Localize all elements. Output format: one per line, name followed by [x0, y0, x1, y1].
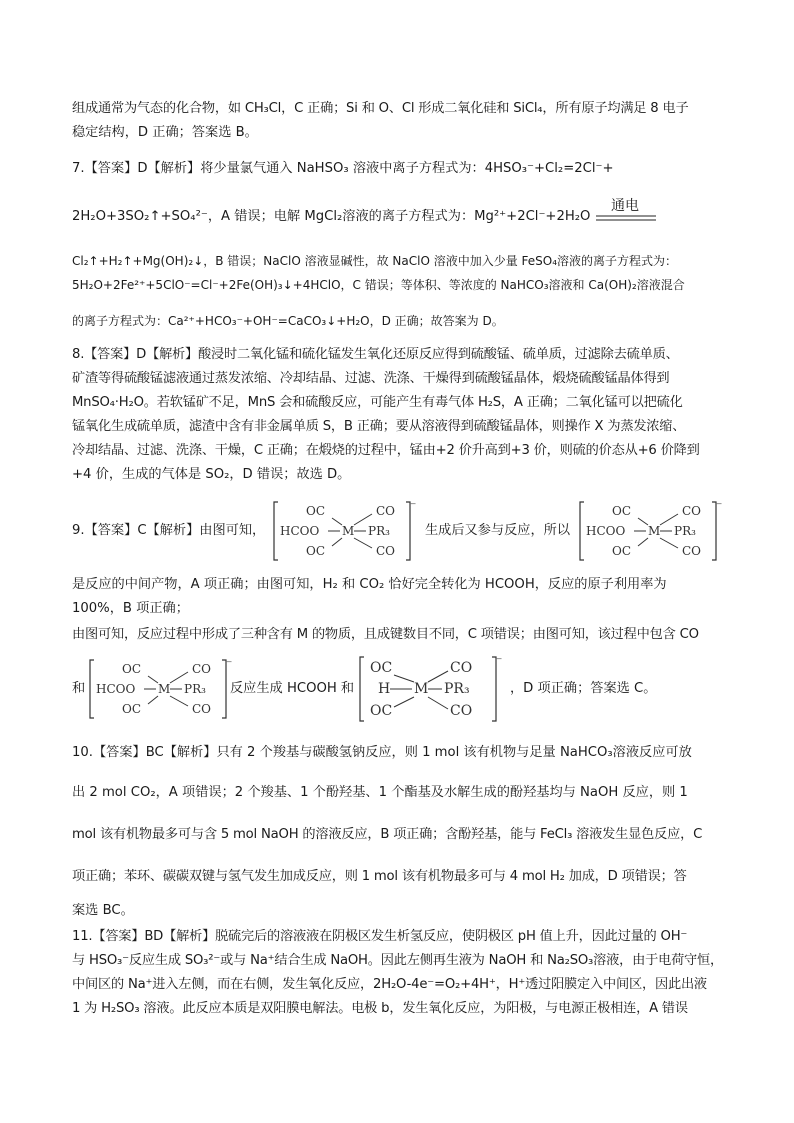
- svg-text:PR₃: PR₃: [184, 682, 206, 696]
- svg-text:OC: OC: [306, 504, 326, 518]
- text-segment: 生成后又参与反应，所以: [425, 523, 571, 538]
- svg-text:M: M: [158, 682, 171, 696]
- text-segment: ，D 项正确；答案选 C。: [510, 681, 657, 696]
- text-line: 稳定结构，D 正确；答案选 B。: [72, 125, 258, 140]
- double-line-arrow-icon: [596, 214, 656, 222]
- svg-text:⁻: ⁻: [226, 658, 233, 671]
- svg-text:OC: OC: [612, 544, 632, 558]
- text-line: MnSO₄·H₂O。若软锰矿不足，MnS 会和硫酸反应，可能产生有毒气体 H₂S，A 正确；二氧化锰可以把硫化: [72, 395, 683, 410]
- svg-text:CO: CO: [376, 544, 396, 558]
- svg-text:HCOO: HCOO: [96, 682, 136, 696]
- svg-text:OC: OC: [122, 702, 142, 716]
- text-line: 矿渣等得硫酸锰滤液通过蒸发浓缩、冷却结晶、过滤、洗涤、干燥得到硫酸锰晶体，煅烧硫酸锰晶体得到: [72, 371, 670, 386]
- svg-text:HCOO: HCOO: [586, 524, 626, 538]
- text-line: 是反应的中间产物，A 项正确；由图可知，H₂ 和 CO₂ 恰好完全转化为 HCOOH，反应的原子利用率为: [72, 577, 667, 592]
- text-line: Cl₂↑+H₂↑+Mg(OH)₂↓，B 错误；NaClO 溶液显碱性，故 NaClO 溶液中加入少量 FeSO₄溶液的离子方程式为：: [72, 254, 678, 268]
- answer-7-line: 7.【答案】D【解析】将少量氯气通入 NaHSO₃ 溶液中离子方程式为：4HSO₃⁻+Cl₂=2Cl⁻+: [72, 161, 614, 176]
- svg-text:⁻: ⁻: [716, 500, 723, 513]
- text-line: 组成通常为气态的化合物，如 CH₃Cl，C 正确；Si 和 O、Cl 形成二氧化硅和 SiCl₄，所有原子均满足 8 电子: [72, 101, 689, 116]
- svg-text:CO: CO: [450, 703, 473, 719]
- svg-text:HCOO: HCOO: [280, 524, 320, 538]
- svg-text:OC: OC: [370, 660, 393, 676]
- text-segment: 和: [72, 681, 86, 696]
- svg-text:PR₃: PR₃: [674, 524, 696, 538]
- answer-8-line: 8.【答案】D【解析】酸浸时二氧化锰和硫化锰发生氧化还原反应得到硫酸锰、硫单质，过滤除去硫单质、: [72, 347, 679, 362]
- svg-text:OC: OC: [306, 544, 326, 558]
- text-line: 5H₂O+2Fe²⁺+5ClO⁻=Cl⁻+2Fe(OH)₃↓+4HClO，C 错误；等体积、等浓度的 NaHCO₃溶液和 Ca(OH)₂溶液混合: [72, 278, 685, 292]
- svg-text:⁻: ⁻: [496, 655, 503, 668]
- svg-text:PR₃: PR₃: [368, 524, 390, 538]
- text-line: +4 价，生成的气体是 SO₂，D 错误；故选 D。: [72, 467, 351, 482]
- text-line: 案选 BC。: [72, 903, 134, 918]
- svg-text:CO: CO: [682, 544, 702, 558]
- text-line: mol 该有机物最多可与含 5 mol NaOH 的溶液反应，B 项正确；含酚羟基，能与 FeCl₃ 溶液发生显色反应，C: [72, 827, 703, 842]
- svg-text:OC: OC: [122, 662, 142, 676]
- text-line: 由图可知，反应过程中形成了三种含有 M 的物质，且成键数目不同，C 项错误；由图可知，该过程中包含 CO: [72, 627, 699, 642]
- svg-text:H: H: [378, 681, 391, 697]
- svg-text:CO: CO: [682, 504, 702, 518]
- electrolysis-arrow: [596, 198, 656, 222]
- answer-11-line: 11.【答案】BD【解析】脱硫完后的溶液液在阴极区发生析氢反应，使阴极区 pH 值上升，因此过量的 OH⁻: [72, 929, 688, 944]
- text-line: 100%，B 项正确；: [72, 601, 189, 616]
- svg-text:CO: CO: [450, 660, 473, 676]
- svg-text:CO: CO: [376, 504, 396, 518]
- text-line: 锰氧化生成硫单质，滤渣中含有非金属单质 S，B 正确；要从溶液得到硫酸锰晶体，则操作 X 为蒸发浓缩、: [72, 419, 686, 434]
- text-line: 2H₂O+3SO₂↑+SO₄²⁻，A 错误；电解 MgCl₂溶液的离子方程式为：Mg²⁺+2Cl⁻+2H₂O: [72, 209, 591, 224]
- svg-text:OC: OC: [612, 504, 632, 518]
- arrow-label: 通电: [611, 198, 639, 214]
- svg-text:⁻: ⁻: [410, 500, 417, 513]
- complex-structure-1: [272, 500, 418, 562]
- text-line: 冷却结晶、过滤、洗涤、干燥，C 正确；在煅烧的过程中，锰由+2 价升高到+3 价，则硫的价态从+6 价降到: [72, 443, 700, 458]
- text-segment: 反应生成 HCOOH 和: [230, 681, 355, 696]
- svg-text:M: M: [648, 524, 661, 538]
- svg-text:OC: OC: [370, 703, 393, 719]
- text-line: 的离子方程式为：Ca²⁺+HCO₃⁻+OH⁻=CaCO₃↓+H₂O，D 正确；故答案为 D。: [72, 314, 504, 328]
- complex-structure-4: [358, 655, 504, 723]
- complex-structure-3: [88, 658, 234, 720]
- text-line: 出 2 mol CO₂，A 项错误；2 个羧基、1 个酚羟基、1 个酯基及水解生成的酚羟基均与 NaOH 反应，则 1: [72, 785, 688, 800]
- text-line: 项正确；苯环、碳碳双键与氢气发生加成反应，则 1 mol 该有机物最多可与 4 mol H₂ 加成，D 项错误；答: [72, 869, 687, 884]
- complex-structure-2: [578, 500, 724, 562]
- svg-text:M: M: [342, 524, 355, 538]
- svg-text:M: M: [414, 681, 429, 697]
- text-line: 中间区的 Na⁺进入左侧，而在右侧，发生氧化反应，2H₂O-4e⁻=O₂+4H⁺，H⁺透过阳膜定入中间区，因此出液: [72, 977, 707, 992]
- answer-9-line: 9.【答案】C【解析】由图可知，: [72, 523, 266, 538]
- svg-text:CO: CO: [192, 662, 212, 676]
- text-line: 1 为 H₂SO₃ 溶液。此反应本质是双阳膜电解法。电极 b，发生氧化反应，为阳极，与电源正极相连，A 错误: [72, 1001, 688, 1016]
- svg-text:PR₃: PR₃: [444, 681, 470, 697]
- text-line: 与 HSO₃⁻反应生成 SO₃²⁻或与 Na⁺结合生成 NaOH。因此左侧再生液为 NaOH 和 Na₂SO₃溶液，由于电荷守恒，: [72, 953, 724, 968]
- answer-10-line: 10.【答案】BC【解析】只有 2 个羧基与碳酸氢钠反应，则 1 mol 该有机物与足量 NaHCO₃溶液反应可放: [72, 745, 692, 760]
- svg-text:CO: CO: [192, 702, 212, 716]
